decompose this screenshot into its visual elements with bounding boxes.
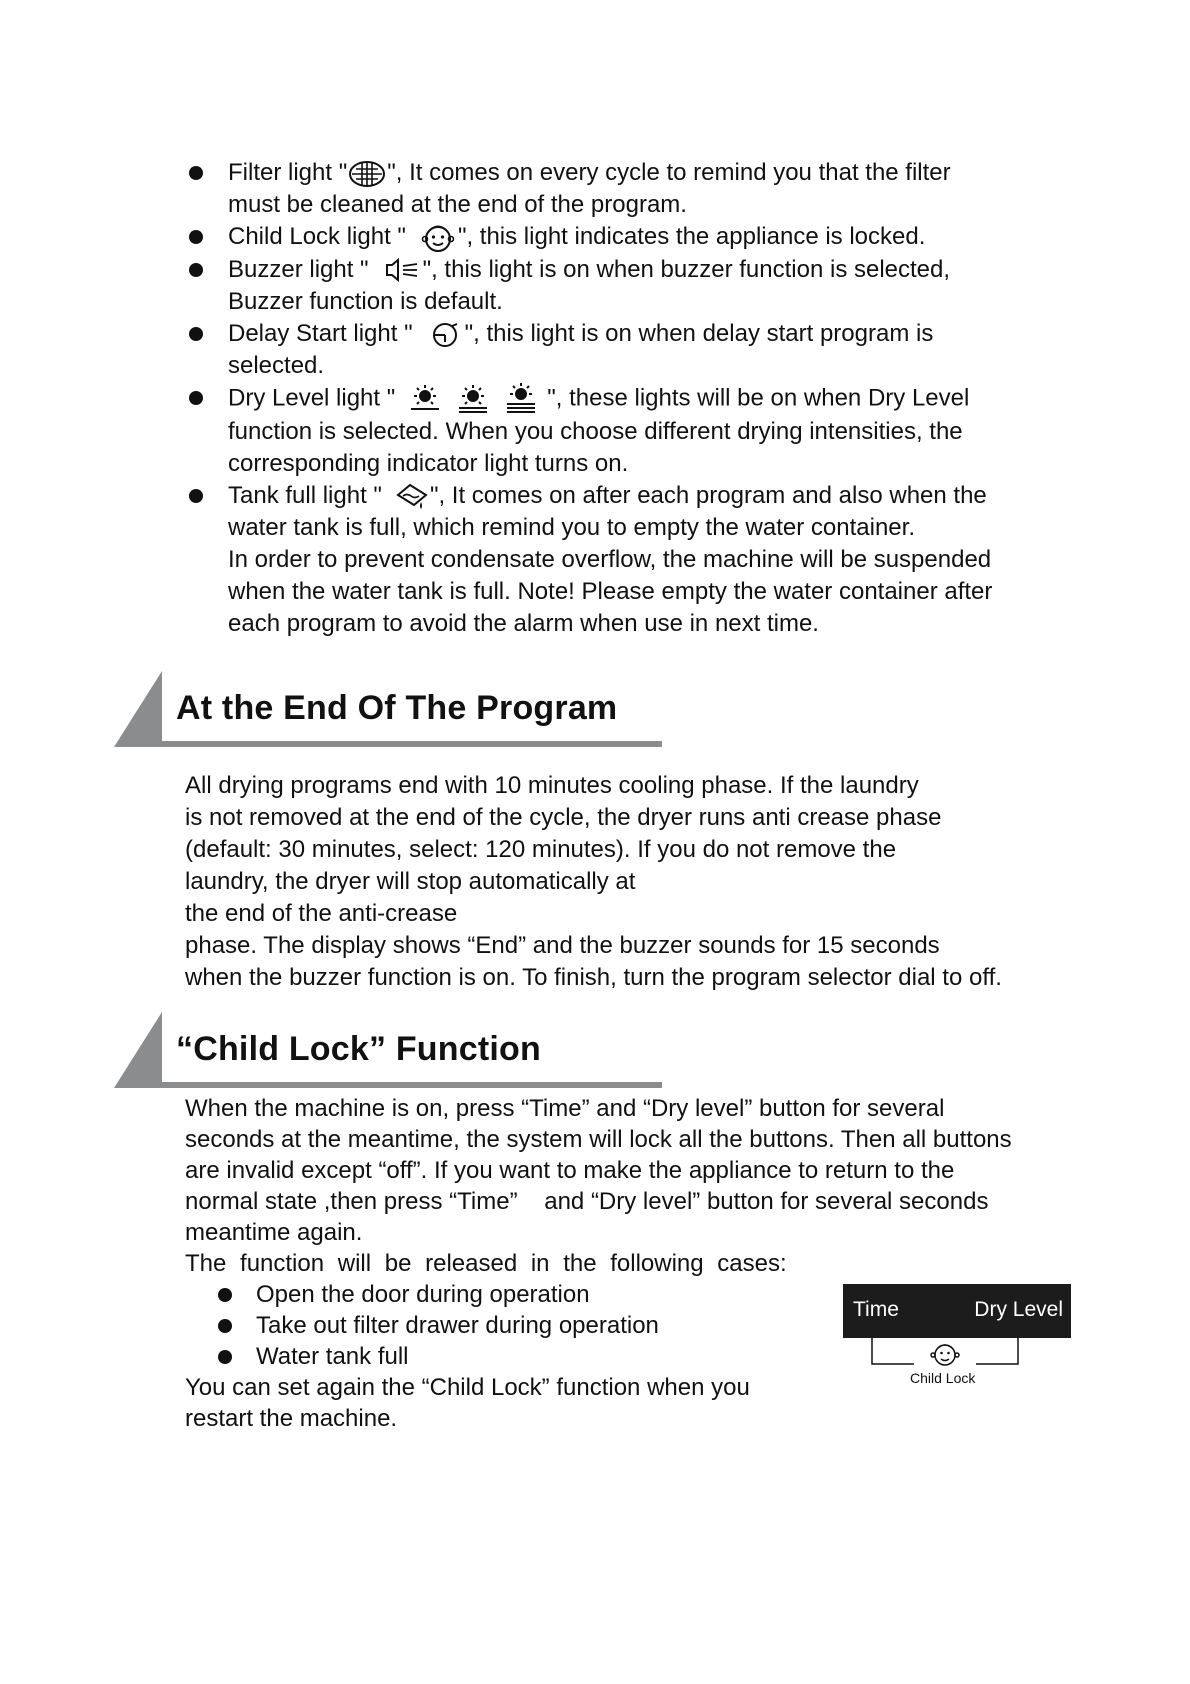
child-face-icon <box>418 222 458 254</box>
bullet-dot <box>189 391 203 405</box>
section-title: “Child Lock” Function <box>176 1030 541 1068</box>
bullet-dot <box>189 263 203 277</box>
child-lock-caption: Child Lock <box>910 1370 976 1386</box>
child-lock-bracket-diagram <box>870 1338 1030 1374</box>
indicator-list <box>185 157 1065 640</box>
list-item-delay-start: Delay Start light " ", this light is on when delay start program is selected. <box>185 318 1065 382</box>
bullet-dot <box>189 230 203 244</box>
list-item-tank-full: Tank full light " ", It comes on after each program and also when the water tank is full, which remind you to empty the water container. In order to prevent condensate overflow, the machine will be suspended when the water tank is full. Note! Please empty the water container after each program to avoid the alarm when use in next time. <box>185 480 1065 640</box>
filter-grid-icon <box>347 159 387 189</box>
bullet-dot <box>189 166 203 180</box>
sun-levels-icon <box>407 382 547 416</box>
time-button-label: Time <box>853 1298 899 1321</box>
bullet-dot <box>218 1350 232 1364</box>
bullet-dot <box>218 1319 232 1333</box>
list-item: Open the door during operation <box>185 1279 1085 1310</box>
child-lock-text: When the machine is on, press “Time” and “Dry level” button for several seconds at the meantime, the system will lock all the buttons. Then all buttons are invalid except “off”. If you want to make the appliance to return to the normal state ,then press “Time” and “Dry level” button for several seconds meantime again. The function will be released in the following cases: Open the door during operation Take out filter drawer during operation Water tank full You can set again the “Child Lock” function when you restart the machine. <box>185 1093 1085 1434</box>
list-item-filter: Filter light " ", It comes on every cycle to remind you that the filter must be cleaned at the end of the program. <box>185 157 1065 221</box>
heading-rule <box>162 741 662 747</box>
bullet-dot <box>218 1288 232 1302</box>
heading-triangle-decoration <box>114 671 166 747</box>
clock-icon <box>425 319 465 349</box>
control-panel-figure <box>843 1284 1071 1338</box>
bullet-dot <box>189 327 203 341</box>
list-item-buzzer: Buzzer light " ", this light is on when buzzer function is selected, Buzzer function is default. <box>185 254 1065 318</box>
list-item-child-lock: Child Lock light " ", this light indicates the appliance is locked. <box>185 221 1065 254</box>
section-title: At the End Of The Program <box>176 689 618 727</box>
end-of-program-text: All drying programs end with 10 minutes cooling phase. If the laundry is not removed at the end of the cycle, the dryer runs anti crease phase (default: 30 minutes, select: 120 minutes). If you do not remove the laundry, the dryer will stop automatically at the end of the anti-crease phase. The display shows “End” and the buzzer sounds for 15 seconds when the buzzer function is on. To finish, turn the program selector dial to off. <box>185 772 1002 991</box>
list-item-dry-level: Dry Level light " ", these lights will be on when Dry Level function is selected. When you choose different drying intensities, the corresponding indicator light turns on. <box>185 382 1065 480</box>
heading-rule <box>162 1082 662 1088</box>
section-heading-child-lock <box>114 1012 662 1088</box>
heading-triangle-decoration <box>114 1012 166 1088</box>
list-item: Take out filter drawer during operation <box>185 1310 1085 1341</box>
dry-level-button-label: Dry Level <box>974 1298 1063 1321</box>
section-heading-end-of-program <box>114 671 662 747</box>
water-tank-icon <box>394 481 430 511</box>
bullet-dot <box>189 489 203 503</box>
speaker-icon <box>381 257 423 283</box>
list-item: Water tank full <box>185 1341 1085 1372</box>
